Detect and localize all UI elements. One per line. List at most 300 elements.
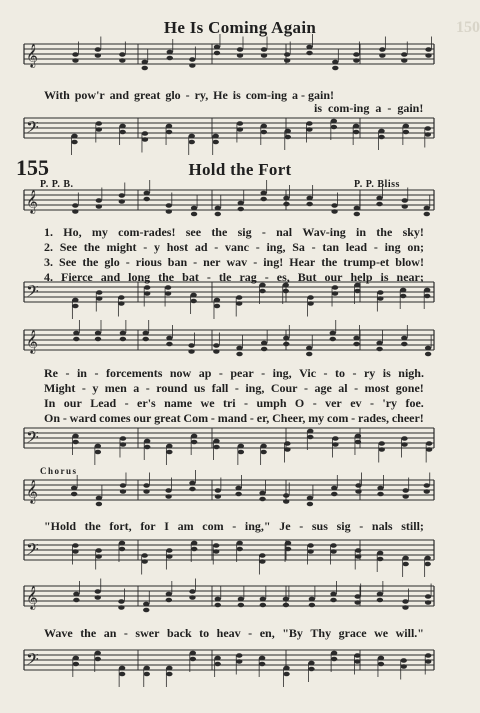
note-head xyxy=(377,551,383,556)
note-head xyxy=(259,491,265,496)
note-head xyxy=(119,672,125,677)
lyric-word: now xyxy=(169,366,192,380)
lyric-word: foe. xyxy=(405,396,424,410)
note-head xyxy=(95,651,101,656)
lyric-word: ap xyxy=(198,366,212,380)
note-head xyxy=(331,486,337,491)
note-head xyxy=(95,657,101,662)
lyric-word: But xyxy=(297,270,317,284)
note-head xyxy=(213,134,219,139)
lyric-word: ry xyxy=(363,366,376,380)
top-hymn-title: He Is Coming Again xyxy=(163,18,317,37)
lyric-word: back xyxy=(166,626,192,640)
note-head xyxy=(307,429,313,434)
lyric-word: - xyxy=(124,396,129,410)
note-head xyxy=(190,299,196,304)
note-head xyxy=(72,209,78,214)
note-head xyxy=(96,502,102,507)
note-head xyxy=(355,483,361,488)
lyric-word: a xyxy=(133,381,140,395)
note-head xyxy=(260,597,266,602)
lyric-word: 4. xyxy=(44,270,53,284)
note-head xyxy=(378,656,384,661)
lyric-word: - xyxy=(261,225,266,239)
lyric-word: sig xyxy=(336,519,351,533)
note-head xyxy=(96,296,102,301)
lyric-word: still; xyxy=(401,519,424,533)
note-head xyxy=(71,140,77,145)
note-head xyxy=(354,653,360,658)
lyric-word: a - gain! xyxy=(292,88,334,102)
note-head xyxy=(215,488,221,493)
note-head xyxy=(355,548,361,553)
lyric-word: - xyxy=(311,240,316,254)
lyric-word: - xyxy=(244,396,249,410)
note-head xyxy=(306,121,312,126)
note-head xyxy=(215,206,221,211)
lyric-word: ing xyxy=(384,240,401,254)
note-head xyxy=(377,592,383,597)
lyric-word: vanc xyxy=(224,240,249,254)
lyric-word: heav xyxy=(216,626,241,640)
note-head xyxy=(215,603,221,608)
lyric-word: for xyxy=(140,519,156,533)
lyric-word: In xyxy=(44,396,56,410)
lyric-word: 1. xyxy=(44,225,53,239)
lyric-word: Cour xyxy=(270,381,298,395)
note-head xyxy=(283,493,289,498)
lyric-word: ing, xyxy=(245,381,265,395)
lyric-word: glo xyxy=(104,255,120,269)
lyric-word: - xyxy=(352,366,357,380)
lyric-word: Fierce xyxy=(61,270,93,284)
treble-clef-icon: 𝄞 xyxy=(26,479,38,503)
note-head xyxy=(377,486,383,491)
lyric-word: With xyxy=(44,88,70,102)
lyric-word: the xyxy=(80,626,97,640)
note-head xyxy=(119,199,125,204)
lyric-word: com xyxy=(327,411,349,425)
lyric-word: - xyxy=(323,366,328,380)
note-head xyxy=(214,304,220,309)
note-head xyxy=(191,434,197,439)
note-head xyxy=(238,207,244,212)
note-head xyxy=(72,304,78,309)
note-head xyxy=(72,440,78,445)
lyric-word: - xyxy=(214,240,219,254)
note-head xyxy=(425,53,431,58)
lyric-word: round xyxy=(156,381,188,395)
note-head xyxy=(236,547,242,552)
note-head xyxy=(73,598,79,603)
note-head xyxy=(189,595,195,600)
lyric-word: we xyxy=(374,626,389,640)
lyric-word: - xyxy=(206,270,211,284)
note-head xyxy=(166,124,172,129)
note-head xyxy=(424,294,430,299)
note-head xyxy=(283,499,289,504)
lyric-line xyxy=(44,255,424,270)
lyric-word: com-ing xyxy=(245,88,288,102)
note-head xyxy=(165,494,171,499)
lyric-word: is xyxy=(232,88,241,102)
lyric-word: grace xyxy=(338,626,367,640)
lyric-word: fall xyxy=(211,381,229,395)
lyric-word: rious xyxy=(135,255,162,269)
note-head xyxy=(213,543,219,548)
lyric-word: is xyxy=(382,366,391,380)
note-head xyxy=(237,53,243,58)
note-head xyxy=(332,291,338,296)
lyric-word: er, xyxy=(256,411,270,425)
note-head xyxy=(119,130,125,135)
note-head xyxy=(402,599,408,604)
note-head xyxy=(72,549,78,554)
note-head xyxy=(330,543,336,548)
note-head xyxy=(215,212,221,217)
note-head xyxy=(376,196,382,201)
note-head xyxy=(332,436,338,441)
lyric-word: Re xyxy=(44,366,58,380)
note-head xyxy=(188,349,194,354)
lyric-word: and xyxy=(100,270,121,284)
lyric-word: we xyxy=(200,396,215,410)
note-head xyxy=(354,212,360,217)
note-head xyxy=(238,450,244,455)
lyric-line xyxy=(44,626,424,641)
lyric-word: ing! xyxy=(263,255,284,269)
note-head xyxy=(73,331,79,336)
note-head xyxy=(71,134,77,139)
note-head xyxy=(285,547,291,552)
note-head xyxy=(261,341,267,346)
note-head xyxy=(353,336,359,341)
lyric-word: y xyxy=(92,381,99,395)
lyric-word: most xyxy=(364,381,390,395)
note-head xyxy=(401,58,407,63)
lyric-word: - xyxy=(81,381,86,395)
lyric-word: sky! xyxy=(402,225,424,239)
note-head xyxy=(402,494,408,499)
lyric-word: 3. xyxy=(44,255,53,269)
note-head xyxy=(424,562,430,567)
note-head xyxy=(425,346,431,351)
lyric-word: See xyxy=(59,240,78,254)
lyric-word: men xyxy=(104,381,127,395)
lyric-word: on; xyxy=(407,240,424,254)
note-head xyxy=(118,301,124,306)
lyric-word: See xyxy=(59,255,77,269)
note-head xyxy=(330,331,336,336)
note-head xyxy=(331,203,337,208)
lyric-word: - xyxy=(193,255,198,269)
note-head xyxy=(189,63,195,68)
note-head xyxy=(236,659,242,664)
note-head xyxy=(309,597,315,602)
lyric-word: Sa xyxy=(292,240,305,254)
note-head xyxy=(260,191,266,196)
note-head xyxy=(238,201,244,206)
note-head xyxy=(165,291,171,296)
note-head xyxy=(120,489,126,494)
note-head xyxy=(354,289,360,294)
lyric-word: Cheer, xyxy=(272,411,306,425)
note-head xyxy=(424,483,430,488)
lyric-word: is xyxy=(380,270,389,284)
note-head xyxy=(378,135,384,140)
lyric-word: age xyxy=(314,381,332,395)
lyric-word: - xyxy=(185,88,190,102)
lyric-word: "By xyxy=(282,626,303,640)
note-head xyxy=(188,343,194,348)
lyric-word: - xyxy=(125,255,130,269)
note-head xyxy=(353,130,359,135)
lyric-word: great xyxy=(154,411,181,425)
note-head xyxy=(119,547,125,552)
lyric-word: in xyxy=(356,225,367,239)
lyric-word: I xyxy=(164,519,169,533)
lyric-word: the xyxy=(321,255,338,269)
bass-clef-icon: 𝄢 xyxy=(26,649,39,673)
lyric-word: will." xyxy=(395,626,424,640)
lyric-line xyxy=(44,381,424,396)
lyric-word: nigh. xyxy=(398,366,424,380)
lyric-word: rades, xyxy=(358,411,389,425)
lyric-word: Hear xyxy=(289,255,316,269)
treble-clef-icon: 𝄞 xyxy=(26,43,38,67)
lyric-word: - xyxy=(123,626,128,640)
note-head xyxy=(214,662,220,667)
note-head xyxy=(236,346,242,351)
note-head xyxy=(120,483,126,488)
lyric-word: - xyxy=(373,240,378,254)
note-head xyxy=(332,442,338,447)
lyric-word: 'ry xyxy=(382,396,398,410)
note-head xyxy=(306,45,312,50)
note-head xyxy=(401,664,407,669)
lyric-word: the xyxy=(211,225,228,239)
lyric-word: com-rades! xyxy=(118,225,176,239)
note-head xyxy=(424,212,430,217)
top-hymn-echo-lyric xyxy=(314,101,423,116)
bass-clef-icon: 𝄢 xyxy=(26,281,39,305)
note-head xyxy=(213,439,219,444)
lyric-word: - xyxy=(145,381,150,395)
note-head xyxy=(283,597,289,602)
bass-clef-icon: 𝄢 xyxy=(26,427,39,451)
lyric-word: name xyxy=(164,396,193,410)
lyric-word: - xyxy=(143,240,148,254)
lyric-word: ry, xyxy=(194,88,209,102)
note-head xyxy=(236,541,242,546)
note-head xyxy=(283,603,289,608)
note-head xyxy=(402,605,408,610)
lyric-word: gain! xyxy=(397,101,424,115)
lyric-word: umph xyxy=(256,396,287,410)
note-head xyxy=(118,599,124,604)
note-head xyxy=(189,134,195,139)
note-head xyxy=(377,492,383,497)
lyric-word: our xyxy=(63,396,82,410)
note-head xyxy=(355,554,361,559)
note-head xyxy=(425,126,431,131)
note-head xyxy=(144,191,150,196)
note-head xyxy=(376,341,382,346)
note-head xyxy=(261,347,267,352)
note-head xyxy=(166,598,172,603)
note-head xyxy=(144,291,150,296)
note-head xyxy=(189,487,195,492)
lyric-word: - xyxy=(232,519,237,533)
note-head xyxy=(307,543,313,548)
lyric-word: - xyxy=(248,626,253,640)
lyric-word: the xyxy=(158,270,175,284)
note-head xyxy=(401,442,407,447)
lyric-word: - xyxy=(249,411,254,425)
note-head xyxy=(96,290,102,295)
note-head xyxy=(354,659,360,664)
note-head xyxy=(143,602,149,607)
note-head xyxy=(307,435,313,440)
note-head xyxy=(378,129,384,134)
note-head xyxy=(144,672,150,677)
lyric-word: - xyxy=(359,519,364,533)
lyric-word: y xyxy=(154,240,160,254)
lyric-word: - xyxy=(210,411,215,425)
note-head xyxy=(259,662,265,667)
note-head xyxy=(96,121,102,126)
lyric-word: am xyxy=(177,519,194,533)
note-head xyxy=(142,131,148,136)
lyric-word: - xyxy=(369,396,374,410)
note-head xyxy=(332,60,338,65)
note-head xyxy=(166,336,172,341)
note-head xyxy=(307,295,313,300)
lyric-word: ner xyxy=(203,255,221,269)
note-head xyxy=(377,290,383,295)
lyric-word: - xyxy=(234,381,239,395)
note-head xyxy=(214,298,220,303)
note-head xyxy=(191,541,197,546)
lyric-word: - xyxy=(62,411,67,425)
note-head xyxy=(285,541,291,546)
note-head xyxy=(144,439,150,444)
note-head xyxy=(165,285,171,290)
note-head xyxy=(144,445,150,450)
note-head xyxy=(260,450,266,455)
hymn-number: 155 xyxy=(16,155,49,180)
lyric-word: com-ing xyxy=(328,101,370,115)
note-head xyxy=(96,204,102,209)
composer-credit: P. P. Bliss xyxy=(354,179,400,190)
note-head xyxy=(402,488,408,493)
note-head xyxy=(166,342,172,347)
note-head xyxy=(283,336,289,341)
note-head xyxy=(95,337,101,342)
note-head xyxy=(379,441,385,446)
note-head xyxy=(260,197,266,202)
note-head xyxy=(353,58,359,63)
lyric-word: is xyxy=(314,101,323,115)
lyric-word: ing, xyxy=(272,366,292,380)
note-head xyxy=(166,209,172,214)
lyric-word: tan xyxy=(322,240,340,254)
lyric-word: forcements xyxy=(105,366,163,380)
lyric-word: ing, xyxy=(266,240,286,254)
lyric-word: pow'r xyxy=(74,88,105,102)
note-head xyxy=(306,352,312,357)
note-head xyxy=(400,288,406,293)
note-head xyxy=(309,603,315,608)
note-head xyxy=(425,653,431,658)
lyric-word: nals xyxy=(371,519,393,533)
note-head xyxy=(306,346,312,351)
note-head xyxy=(120,331,126,336)
lyric-word: swer xyxy=(135,626,160,640)
note-head xyxy=(96,548,102,553)
lyric-word: ver xyxy=(325,396,342,410)
note-head xyxy=(331,651,337,656)
note-head xyxy=(215,597,221,602)
note-head xyxy=(167,56,173,61)
lyric-word: - xyxy=(218,366,223,380)
note-head xyxy=(95,589,101,594)
lyric-word: our xyxy=(133,411,152,425)
note-head xyxy=(331,125,337,130)
lyric-word: es, xyxy=(276,270,290,284)
note-head xyxy=(284,58,290,63)
note-head xyxy=(96,496,102,501)
note-head xyxy=(261,130,267,135)
note-head xyxy=(401,342,407,347)
note-head xyxy=(190,651,196,656)
lyric-word: Lead xyxy=(90,396,117,410)
lyric-word: blow! xyxy=(395,255,424,269)
note-head xyxy=(72,543,78,548)
lyricist-credit: P. P. B. xyxy=(40,179,74,190)
lyric-word: the xyxy=(376,225,393,239)
lyric-word: tle xyxy=(218,270,232,284)
lyric-word: rag xyxy=(239,270,257,284)
lyric-word: mand xyxy=(217,411,248,425)
lyric-word: - xyxy=(351,411,356,425)
note-head xyxy=(376,202,382,207)
note-head xyxy=(259,553,265,558)
note-head xyxy=(259,656,265,661)
note-head xyxy=(215,494,221,499)
note-head xyxy=(143,337,149,342)
lyric-word: Vic xyxy=(299,366,317,380)
note-head xyxy=(118,295,124,300)
lyric-word: 2. xyxy=(44,240,53,254)
note-head xyxy=(403,130,409,135)
lyric-word: Wav-ing xyxy=(302,225,346,239)
note-head xyxy=(355,440,361,445)
note-head xyxy=(191,206,197,211)
lyric-word: He xyxy=(213,88,228,102)
note-head xyxy=(424,556,430,561)
note-head xyxy=(235,492,241,497)
note-head xyxy=(237,121,243,126)
note-head xyxy=(284,52,290,57)
note-head xyxy=(424,489,430,494)
note-head xyxy=(426,447,432,452)
note-head xyxy=(308,661,314,666)
lyric-word: glo xyxy=(165,88,181,102)
treble-clef-icon: 𝄞 xyxy=(26,189,38,213)
note-head xyxy=(330,598,336,603)
note-head xyxy=(330,592,336,597)
